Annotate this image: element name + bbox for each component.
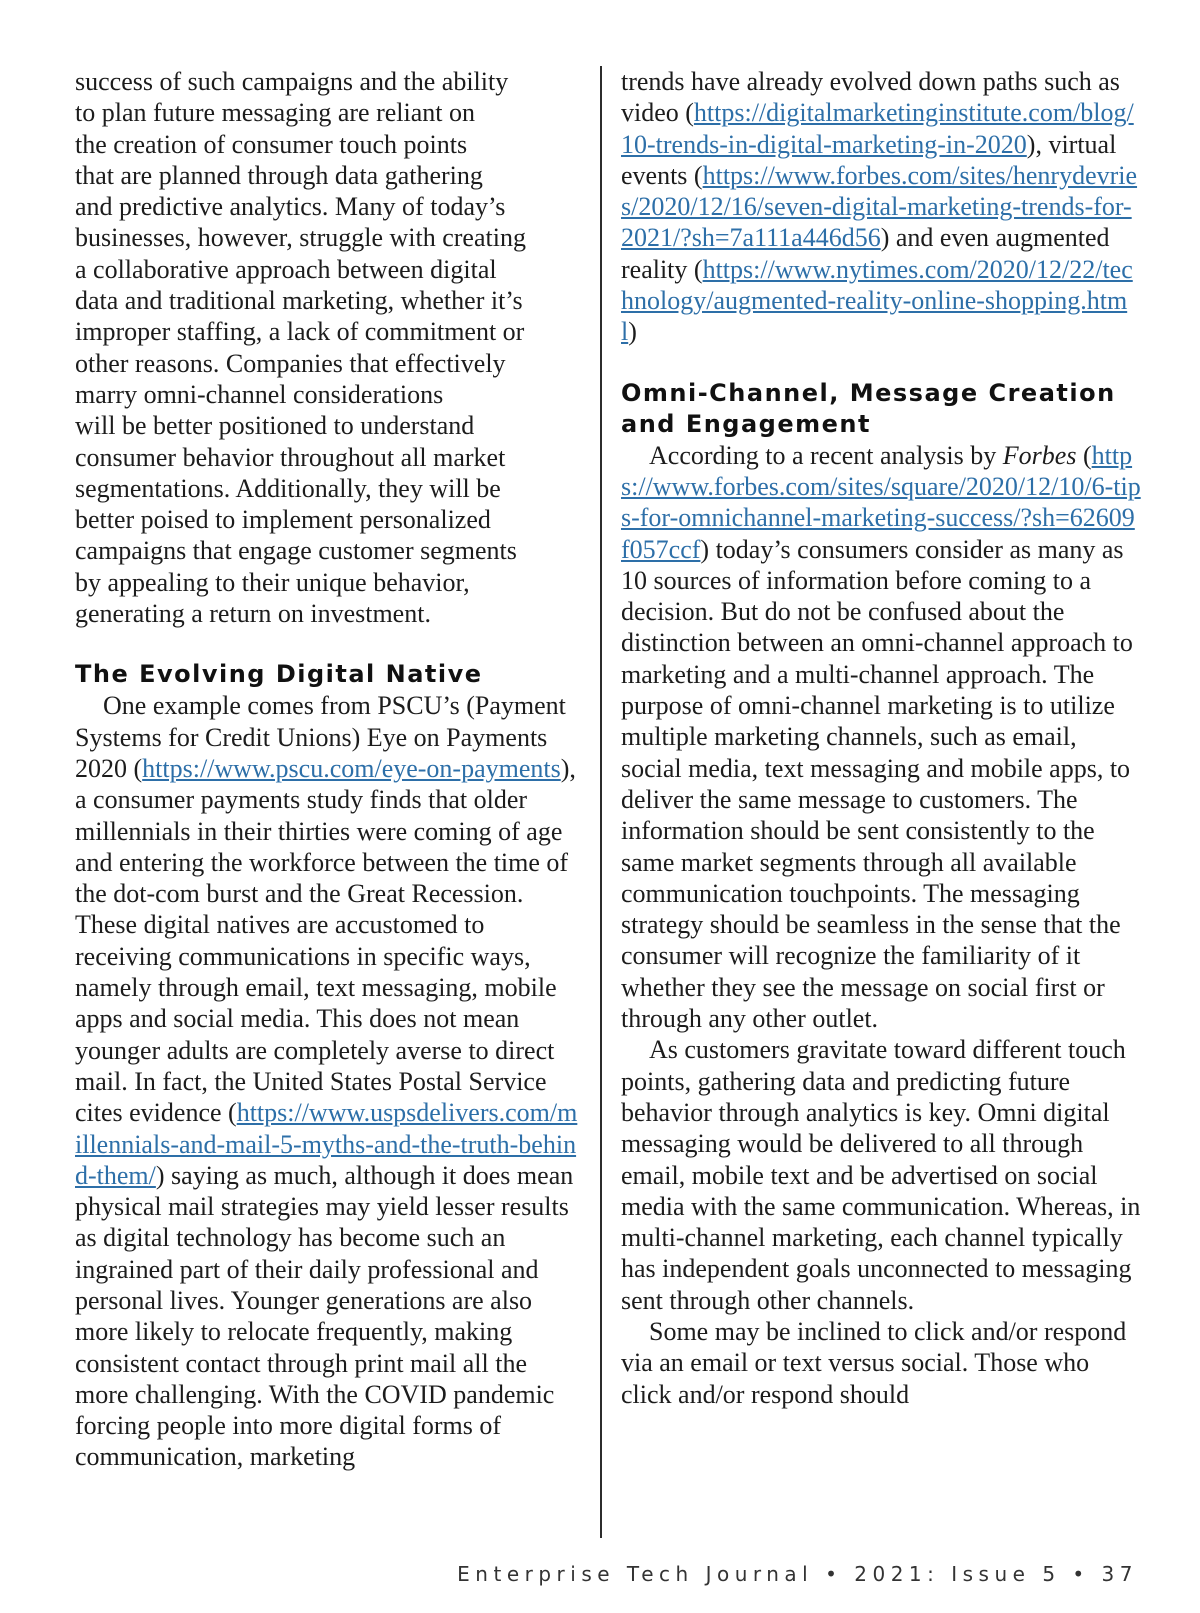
nytimes-ar-link[interactable]: https://www.nytimes.com/2020/12/22/technology/augmented-reality-online-shopping.html <box>621 254 1133 347</box>
digital-native-paragraph: One example comes from PSCU’s (Payment Systems for Credit Unions) Eye on Payments 2020 (https://www.pscu.com/eye-on-payments), a consumer payments study finds that older millennials in their thirties were coming of age and entering the workforce between the time of the dot-com burst and the Great Recession. These digital natives are accustomed to receiving communications in specific ways, namely through email, text messaging, mobile apps and social media. This does not mean younger adults are completely averse to direct mail. In fact, the United States Postal Service cites evidence (https://www.uspsdelivers.com/millennials-and-mail-5-myths-and-the-truth-behind-them/) saying as much, although it does mean physical mail strategies may yield lesser results as digital technology has become such an ingrained part of their daily professional and personal lives. Younger generations are also more likely to relocate frequently, making consistent contact through print mail all the more challenging. With the COVID pandemic forcing people into more digital forms of communication, marketing <box>75 691 578 1472</box>
left-column <box>75 66 580 1473</box>
page-footer: Enterprise Tech Journal • 2021: Issue 5 • 37 <box>457 1562 1138 1586</box>
section-heading-digital-native: The Evolving Digital Native <box>75 660 483 689</box>
column-divider <box>600 66 602 1538</box>
right-intro-paragraph: trends have already evolved down paths such as video (https://digitalmarketinginstitute.com/blog/10-trends-in-digital-marketing-in-2020), virtual events (https://www.forbes.com/sites/henrydevries/2020/12/16/seven-digital-marketing-trends-for-2021/?sh=7a111a446d56) and even augmented reality (https://www.nytimes.com/2020/12/22/technology/augmented-reality-online-shopping.html) <box>621 67 1138 347</box>
pscu-link[interactable]: https://www.pscu.com/eye-on-payments <box>142 753 561 783</box>
left-intro-paragraph: success of such campaigns and the ability to plan future messaging are reliant on the creation of consumer touch points that are planned through data gathering and predictive analytics. Many of today’s businesses, however, struggle with creating a collaborative approach between digital data and traditional marketing, whether it’s improper staffing, a lack of commitment or other reasons. Companies that effectively marry omni-channel considerations will be better positioned to understand consumer behavior throughout all market segmentations. Additionally, they will be better poised to implement personalized campaigns that engage customer segments by appealing to their unique behavior, generating a return on investment. <box>75 67 526 629</box>
forbes-omnichannel-link[interactable]: https://www.forbes.com/sites/square/2020/12/10/6-tips-for-omnichannel-marketing-success/?sh=62609f057ccf <box>621 440 1141 564</box>
usps-link[interactable]: https://www.uspsdelivers.com/millennials-and-mail-5-myths-and-the-truth-behind-them/ <box>75 1098 578 1190</box>
section-heading-omni-channel: Omni-Channel, Message Creation and Engagement <box>621 378 1116 438</box>
omni-channel-paragraph-2: As customers gravitate toward different touch points, gathering data and predicting future behavior through analytics is key. Omni digital messaging would be delivered to all through email, mobile text and be advertised on social media with the same communication. Whereas, in multi-channel marketing, each channel typically has independent goals unconnected to messaging sent through other channels. <box>621 1035 1141 1315</box>
omni-channel-paragraph-1: According to a recent analysis by Forbes (https://www.forbes.com/sites/square/2020/12/10/6-tips-for-omnichannel-marketing-success/?sh=62609f057ccf) today’s consumers consider as many as 10 sources of information before coming to a decision. But do not be confused about the distinction between an omni-channel approach to marketing and a multi-channel approach. The purpose of omni-channel marketing is to utilize multiple marketing channels, such as email, social media, text messaging and mobile apps, to deliver the same message to customers. The information should be sent consistently to the same market segments through all available communication touchpoints. The messaging strategy should be seamless in the sense that the consumer will recognize the familiarity of it whether they see the message on social first or through any other outlet. <box>621 440 1141 1034</box>
right-column <box>621 66 1141 1410</box>
forbes-title: Forbes <box>1002 440 1077 470</box>
forbes-trends-link[interactable]: https://www.forbes.com/sites/henrydevries/2020/12/16/seven-digital-marketing-trends-for-2021/?sh=7a111a446d56 <box>621 160 1138 253</box>
dmi-trends-link[interactable]: https://digitalmarketinginstitute.com/blog/10-trends-in-digital-marketing-in-2020 <box>621 98 1134 159</box>
omni-channel-paragraph-3: Some may be inclined to click and/or respond via an email or text versus social. Those who click and/or respond should <box>621 1316 1127 1409</box>
